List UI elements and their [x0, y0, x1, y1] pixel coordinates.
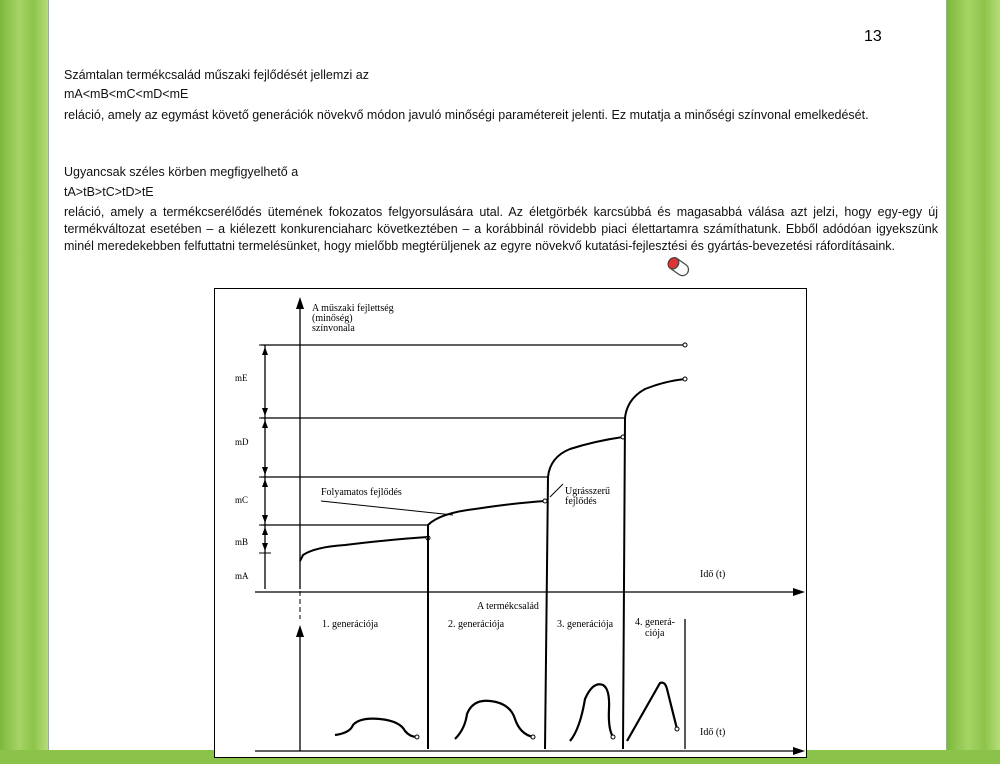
right-green-border	[947, 0, 1000, 750]
left-green-border	[0, 0, 48, 750]
y-axis-label-line3: színvonala	[312, 323, 355, 334]
y-axis-label-line1: A műszaki fejlettség	[312, 303, 394, 314]
cursor-icon	[663, 254, 693, 285]
jump-development-label-1: Ugrásszerű	[565, 486, 610, 497]
generation-1-label: 1. generációja	[322, 619, 379, 630]
x-axis-label-bottom: Idő (t)	[700, 727, 726, 738]
level-label-mD: mD	[235, 437, 249, 447]
document-page	[48, 0, 947, 750]
generation-2-label: 2. generációja	[448, 619, 505, 630]
paragraph-observation: Ugyancsak széles körben megfigyelhető a	[64, 165, 299, 179]
page-number: 13	[864, 28, 882, 45]
technology-development-figure	[214, 288, 807, 758]
paragraph-quality-relation: reláció, amely az egymást követő generációk növekvő módon javuló minőségi paramétereit jelenti. Ez mutatja a minőségi színvonal emelkedését.	[64, 108, 869, 122]
generation-4-label-2: ciója	[645, 628, 665, 639]
x-axis-label-top: Idő (t)	[700, 569, 726, 580]
y-axis-label-line2: (minőség)	[312, 313, 353, 324]
level-label-mB: mB	[235, 537, 249, 547]
generation-3-label: 3. generációja	[557, 619, 614, 630]
level-label-mC: mC	[235, 495, 249, 505]
formula-time: tA>tB>tC>tD>tE	[64, 185, 154, 199]
level-label-mA: mA	[235, 571, 249, 581]
formula-quality: mA<mB<mC<mD<mE	[64, 87, 189, 101]
generation-4-label-1: 4. generá-	[635, 617, 675, 628]
level-label-mE: mE	[235, 373, 248, 383]
paragraph-time-relation: reláció, amely a termékcserélődés ütemének fokozatos felgyorsulására utal. Az életgörbék karcsúbbá és magasabbá válása azt jelzi, hogy egy-egy új termékváltozat esetében – a kiélezett konkurenciaharc következtében – a korábbinál rövidebb piaci élettartamra számíthatunk. Ebből adódóan igyekszünk minél meredekebben felfuttatni termelésünket, hogy mielőbb megtérüljenek az egyre növekvő kutatási-fejlesztési és gyártás-bevezetési ráfordításaink.	[64, 205, 938, 253]
paragraph-intro: Számtalan termékcsalád műszaki fejlődését jellemzi az	[64, 68, 369, 82]
continuous-development-label: Folyamatos fejlődés	[321, 487, 402, 498]
family-label: A termékcsalád	[477, 601, 539, 612]
jump-development-label-2: fejlődés	[565, 496, 597, 507]
